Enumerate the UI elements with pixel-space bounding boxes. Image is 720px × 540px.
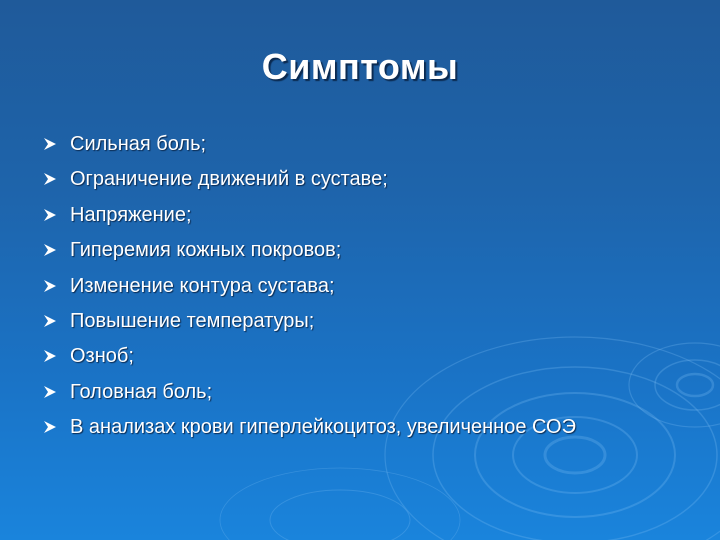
list-item xyxy=(42,132,662,156)
arrowhead-bullet-icon xyxy=(42,171,58,187)
list-item-text: Сильная боль; xyxy=(70,133,207,155)
list-item xyxy=(42,203,662,227)
list-item-text: Озноб; xyxy=(70,345,134,368)
symptom-list xyxy=(42,132,662,451)
arrowhead-bullet-icon xyxy=(42,419,58,435)
arrowhead-bullet-icon xyxy=(42,242,58,258)
list-item xyxy=(42,380,662,404)
slide-title: Симптомы xyxy=(261,46,459,87)
list-item-text: Изменение контура сустава; xyxy=(70,274,335,297)
list-item-text: Напряжение; xyxy=(70,203,192,226)
arrowhead-bullet-icon xyxy=(42,136,58,152)
list-item-text: Ограничение движений в суставе; xyxy=(70,168,388,191)
list-item xyxy=(42,309,662,333)
arrowhead-bullet-icon xyxy=(42,348,58,364)
list-item-text: Повышение температуры; xyxy=(70,309,315,332)
arrowhead-bullet-icon xyxy=(42,384,58,400)
list-item xyxy=(42,238,662,262)
arrowhead-bullet-icon xyxy=(42,278,58,294)
list-item-text: Гиперемия кожных покровов; xyxy=(70,239,342,262)
list-item xyxy=(42,344,662,368)
list-item-text: Головная боль; xyxy=(70,380,213,403)
arrowhead-bullet-icon xyxy=(42,313,58,329)
list-item xyxy=(42,274,662,298)
list-item-text: В анализах крови гиперлейкоцитоз, увеличенное СОЭ xyxy=(70,416,576,439)
list-item xyxy=(42,415,662,439)
list-item xyxy=(42,167,662,191)
arrowhead-bullet-icon xyxy=(42,207,58,223)
